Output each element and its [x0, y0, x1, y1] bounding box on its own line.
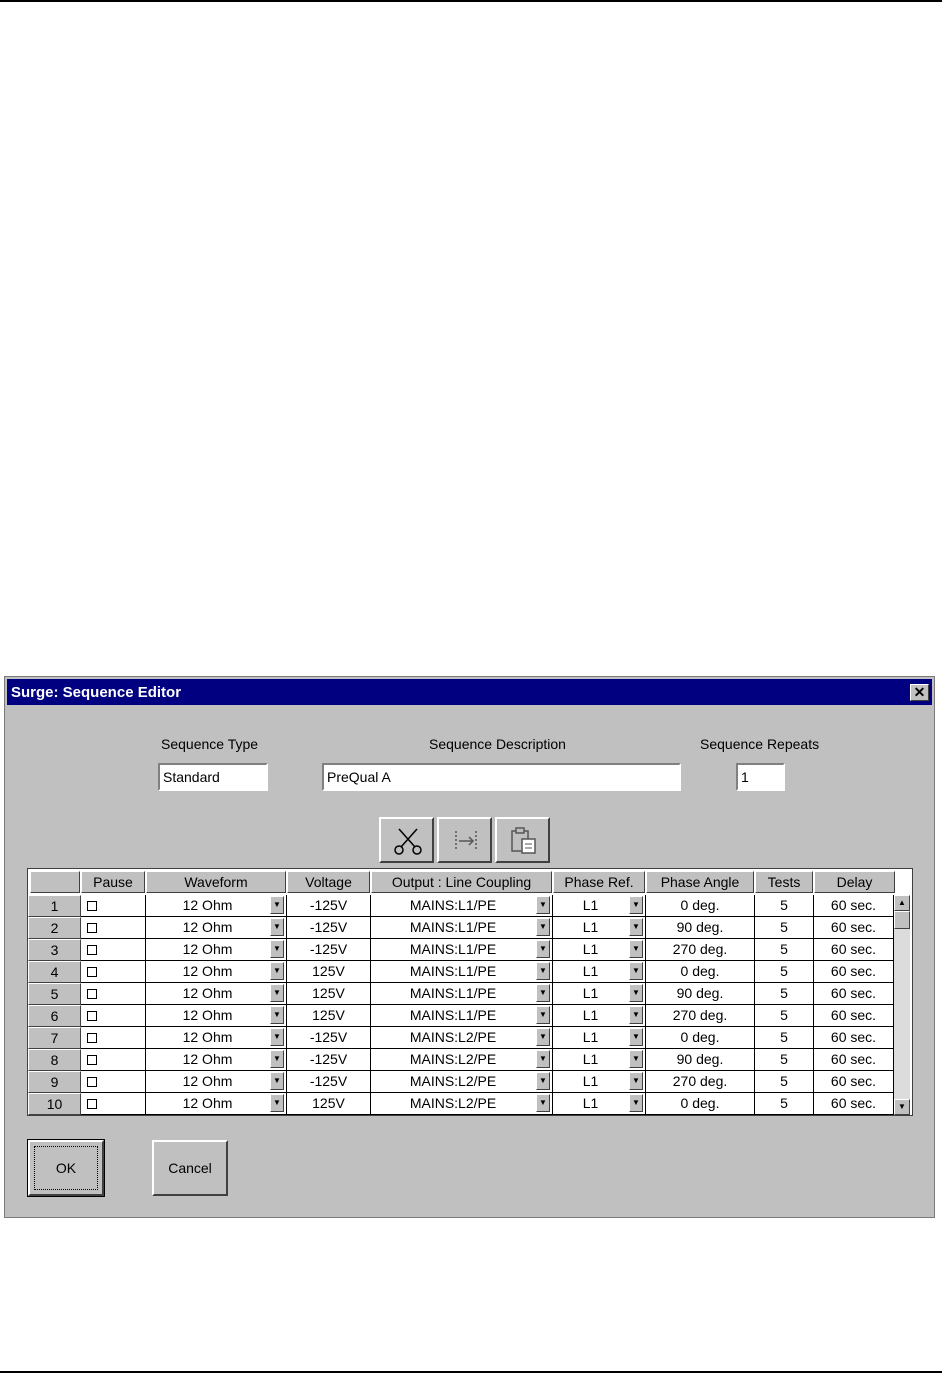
waveform-cell-value: 12 Ohm	[182, 1007, 233, 1023]
checkbox-box[interactable]	[87, 901, 97, 911]
checkbox-box[interactable]	[87, 967, 97, 977]
paste-row-button[interactable]	[495, 817, 550, 863]
bottom-page-rule	[0, 1371, 942, 1373]
checkbox-box[interactable]	[87, 923, 97, 933]
phase-ref-cell[interactable]	[553, 1071, 646, 1093]
waveform-cell[interactable]	[146, 1005, 287, 1027]
phase-ref-cell[interactable]	[553, 1049, 646, 1071]
table-row[interactable]	[28, 983, 894, 1005]
sequence-description-value: PreQual A	[327, 769, 391, 785]
voltage-cell[interactable]: 125V	[287, 1005, 371, 1027]
pause-checkbox[interactable]	[81, 1027, 146, 1049]
row-number[interactable]: 1	[28, 895, 81, 917]
dropdown-arrow-icon[interactable]: ▼	[629, 962, 643, 980]
phase-angle-cell[interactable]: 90 deg.	[646, 917, 755, 939]
phase-angle-cell[interactable]: 270 deg.	[646, 1005, 755, 1027]
scissors-icon	[393, 827, 423, 855]
tests-cell[interactable]: 5	[755, 983, 814, 1005]
voltage-cell[interactable]: -125V	[287, 939, 371, 961]
delay-cell[interactable]: 60 sec.	[814, 1049, 894, 1071]
dropdown-arrow-icon[interactable]: ▼	[270, 1072, 284, 1090]
voltage-cell[interactable]: 125V	[287, 1093, 371, 1115]
sequence-type-value: Standard	[163, 769, 220, 785]
output-cell-value: MAINS:L2/PE	[409, 1073, 497, 1089]
delay-cell[interactable]: 60 sec.	[814, 1071, 894, 1093]
waveform-cell-value: 12 Ohm	[182, 985, 233, 1001]
phase-angle-cell[interactable]: 90 deg.	[646, 1049, 755, 1071]
output-cell-value: MAINS:L1/PE	[409, 963, 497, 979]
pause-checkbox[interactable]	[81, 1071, 146, 1093]
table-row[interactable]	[28, 895, 894, 917]
phase-ref-cell-value: L1	[582, 963, 599, 979]
waveform-cell[interactable]	[146, 983, 287, 1005]
scroll-thumb[interactable]	[894, 911, 910, 929]
output-cell[interactable]	[371, 1027, 553, 1049]
dropdown-arrow-icon[interactable]: ▼	[536, 984, 550, 1002]
phase-ref-cell-value: L1	[582, 1073, 599, 1089]
phase-ref-cell-value: L1	[582, 919, 599, 935]
dropdown-arrow-icon[interactable]: ▼	[629, 1094, 643, 1112]
phase-angle-cell[interactable]: 0 deg.	[646, 1093, 755, 1115]
table-row[interactable]	[28, 1093, 894, 1115]
dropdown-arrow-icon[interactable]: ▼	[536, 896, 550, 914]
phase-angle-cell[interactable]: 270 deg.	[646, 939, 755, 961]
phase-ref-cell-value: L1	[582, 1007, 599, 1023]
table-row[interactable]	[28, 1049, 894, 1071]
phase-ref-cell-value: L1	[582, 1051, 599, 1067]
row-number[interactable]: 6	[28, 1005, 81, 1027]
pause-checkbox[interactable]	[81, 895, 146, 917]
phase-ref-cell[interactable]	[553, 961, 646, 983]
column-header-delay[interactable]: Delay	[814, 871, 895, 893]
table-row[interactable]	[28, 961, 894, 983]
sequence-description-field[interactable]	[322, 763, 681, 791]
tests-cell[interactable]: 5	[755, 939, 814, 961]
waveform-cell[interactable]	[146, 961, 287, 983]
waveform-cell-value: 12 Ohm	[182, 897, 233, 913]
output-cell-value: MAINS:L2/PE	[409, 1029, 497, 1045]
paste-icon	[509, 827, 539, 855]
delay-cell[interactable]: 60 sec.	[814, 983, 894, 1005]
column-header-output[interactable]: Output : Line Coupling	[371, 871, 552, 893]
table-row[interactable]	[28, 917, 894, 939]
waveform-cell-value: 12 Ohm	[182, 919, 233, 935]
delay-cell[interactable]: 60 sec.	[814, 939, 894, 961]
tests-cell[interactable]: 5	[755, 1049, 814, 1071]
focus-ring	[34, 1146, 98, 1190]
delay-cell[interactable]: 60 sec.	[814, 917, 894, 939]
ok-button-label: OK	[55, 1160, 77, 1176]
checkbox-box[interactable]	[87, 989, 97, 999]
dropdown-arrow-icon[interactable]: ▼	[270, 962, 284, 980]
tests-cell[interactable]: 5	[755, 1005, 814, 1027]
waveform-cell[interactable]	[146, 917, 287, 939]
row-number[interactable]: 8	[28, 1049, 81, 1071]
dropdown-arrow-icon[interactable]: ▼	[270, 1028, 284, 1046]
sequence-repeats-value: 1	[741, 769, 749, 785]
waveform-cell[interactable]	[146, 1027, 287, 1049]
waveform-cell[interactable]	[146, 1093, 287, 1115]
checkbox-box[interactable]	[87, 1099, 97, 1109]
dropdown-arrow-icon[interactable]: ▼	[536, 940, 550, 958]
pause-checkbox[interactable]	[81, 917, 146, 939]
table-row[interactable]	[28, 1005, 894, 1027]
tests-cell[interactable]: 5	[755, 895, 814, 917]
dropdown-arrow-icon[interactable]: ▼	[629, 896, 643, 914]
tests-cell[interactable]: 5	[755, 1093, 814, 1115]
sequence-repeats-field[interactable]	[736, 763, 785, 791]
checkbox-box[interactable]	[87, 1011, 97, 1021]
waveform-cell[interactable]	[146, 939, 287, 961]
phase-ref-cell[interactable]	[553, 1005, 646, 1027]
column-header-pause[interactable]: Pause	[81, 871, 145, 893]
voltage-cell[interactable]: 125V	[287, 961, 371, 983]
cut-row-button[interactable]	[379, 817, 434, 863]
output-cell-value: MAINS:L1/PE	[409, 1007, 497, 1023]
tests-cell[interactable]: 5	[755, 1071, 814, 1093]
waveform-cell-value: 12 Ohm	[182, 1095, 233, 1111]
phase-ref-cell-value: L1	[582, 985, 599, 1001]
sequence-repeats-label: Sequence Repeats	[700, 736, 820, 752]
dropdown-arrow-icon[interactable]: ▼	[270, 1094, 284, 1112]
output-cell-value: MAINS:L2/PE	[409, 1095, 497, 1111]
column-header-tests[interactable]: Tests	[755, 871, 813, 893]
table-row[interactable]	[28, 1071, 894, 1093]
phase-ref-cell[interactable]	[553, 939, 646, 961]
dropdown-arrow-icon[interactable]: ▼	[629, 1006, 643, 1024]
checkbox-box[interactable]	[87, 1077, 97, 1087]
scroll-down-button[interactable]: ▼	[894, 1099, 910, 1115]
dialog-title: Surge: Sequence Editor	[11, 684, 182, 701]
checkbox-box[interactable]	[87, 1033, 97, 1043]
phase-angle-cell[interactable]: 270 deg.	[646, 1071, 755, 1093]
row-number[interactable]: 5	[28, 983, 81, 1005]
waveform-cell-value: 12 Ohm	[182, 1029, 233, 1045]
phase-ref-cell[interactable]	[553, 895, 646, 917]
voltage-cell[interactable]: -125V	[287, 1049, 371, 1071]
table-row[interactable]	[28, 939, 894, 961]
waveform-cell-value: 12 Ohm	[182, 1051, 233, 1067]
top-page-rule	[0, 0, 942, 2]
delay-cell[interactable]: 60 sec.	[814, 895, 894, 917]
sequence-editor-dialog	[4, 676, 935, 1218]
phase-angle-cell[interactable]: 90 deg.	[646, 983, 755, 1005]
voltage-cell[interactable]: -125V	[287, 1027, 371, 1049]
phase-ref-cell[interactable]	[553, 1093, 646, 1115]
table-row[interactable]	[28, 1027, 894, 1049]
dropdown-arrow-icon[interactable]: ▼	[270, 1006, 284, 1024]
dropdown-arrow-icon[interactable]: ▼	[629, 1072, 643, 1090]
output-cell-value: MAINS:L1/PE	[409, 919, 497, 935]
output-cell-value: MAINS:L1/PE	[409, 897, 497, 913]
output-cell[interactable]	[371, 1005, 553, 1027]
delay-cell[interactable]: 60 sec.	[814, 1093, 894, 1115]
tests-cell[interactable]: 5	[755, 917, 814, 939]
checkbox-box[interactable]	[87, 945, 97, 955]
sequence-description-label: Sequence Description	[429, 736, 566, 752]
column-header-waveform[interactable]: Waveform	[146, 871, 286, 893]
tests-cell[interactable]: 5	[755, 1027, 814, 1049]
phase-ref-cell[interactable]	[553, 917, 646, 939]
tests-cell[interactable]: 5	[755, 961, 814, 983]
row-number[interactable]: 10	[28, 1093, 81, 1115]
phase-angle-cell[interactable]: 0 deg.	[646, 895, 755, 917]
close-icon: ✕	[913, 684, 926, 700]
dropdown-arrow-icon[interactable]: ▼	[629, 940, 643, 958]
pause-checkbox[interactable]	[81, 1005, 146, 1027]
sequence-type-field[interactable]	[158, 763, 268, 791]
dropdown-arrow-icon[interactable]: ▼	[536, 918, 550, 936]
row-number[interactable]: 2	[28, 917, 81, 939]
ok-button[interactable]	[28, 1140, 104, 1196]
column-header-phase-ref[interactable]: Phase Ref.	[553, 871, 645, 893]
voltage-cell[interactable]: -125V	[287, 1071, 371, 1093]
dropdown-arrow-icon[interactable]: ▼	[536, 1028, 550, 1046]
pause-checkbox[interactable]	[81, 1093, 146, 1115]
phase-ref-cell-value: L1	[582, 1029, 599, 1045]
title-bar	[7, 679, 932, 705]
output-cell-value: MAINS:L1/PE	[409, 941, 497, 957]
dropdown-arrow-icon[interactable]: ▼	[270, 1050, 284, 1068]
voltage-cell[interactable]: 125V	[287, 983, 371, 1005]
waveform-cell-value: 12 Ohm	[182, 941, 233, 957]
sequence-table	[27, 868, 913, 1116]
phase-ref-cell-value: L1	[582, 941, 599, 957]
pause-checkbox[interactable]	[81, 983, 146, 1005]
dropdown-arrow-icon[interactable]: ▼	[270, 984, 284, 1002]
row-number[interactable]: 4	[28, 961, 81, 983]
pause-checkbox[interactable]	[81, 961, 146, 983]
dropdown-arrow-icon[interactable]: ▼	[270, 918, 284, 936]
dropdown-arrow-icon[interactable]: ▼	[629, 984, 643, 1002]
phase-ref-cell-value: L1	[582, 897, 599, 913]
cancel-button-label: Cancel	[168, 1160, 212, 1176]
phase-ref-cell[interactable]	[553, 1027, 646, 1049]
row-number-header[interactable]	[30, 871, 80, 893]
phase-angle-cell[interactable]: 0 deg.	[646, 961, 755, 983]
close-button[interactable]	[910, 684, 929, 701]
output-cell-value: MAINS:L2/PE	[409, 1051, 497, 1067]
output-cell[interactable]	[371, 1071, 553, 1093]
output-cell[interactable]	[371, 961, 553, 983]
pause-checkbox[interactable]	[81, 1049, 146, 1071]
delay-cell[interactable]: 60 sec.	[814, 1027, 894, 1049]
output-cell[interactable]	[371, 1093, 553, 1115]
pause-checkbox[interactable]	[81, 939, 146, 961]
dropdown-arrow-icon[interactable]: ▼	[536, 1006, 550, 1024]
dropdown-arrow-icon[interactable]: ▼	[536, 1050, 550, 1068]
insert-icon	[451, 827, 481, 855]
phase-ref-cell-value: L1	[582, 1095, 599, 1111]
waveform-cell[interactable]	[146, 895, 287, 917]
output-cell[interactable]	[371, 939, 553, 961]
voltage-cell[interactable]: -125V	[287, 917, 371, 939]
column-header-phase-angle[interactable]: Phase Angle	[646, 871, 754, 893]
waveform-cell[interactable]	[146, 1049, 287, 1071]
dropdown-arrow-icon[interactable]: ▼	[536, 962, 550, 980]
output-cell-value: MAINS:L1/PE	[409, 985, 497, 1001]
dropdown-arrow-icon[interactable]: ▼	[270, 896, 284, 914]
dropdown-arrow-icon[interactable]: ▼	[629, 1028, 643, 1046]
row-number[interactable]: 3	[28, 939, 81, 961]
column-header-voltage[interactable]: Voltage	[287, 871, 370, 893]
waveform-cell-value: 12 Ohm	[182, 963, 233, 979]
output-cell[interactable]	[371, 917, 553, 939]
row-number[interactable]: 9	[28, 1071, 81, 1093]
dropdown-arrow-icon[interactable]: ▼	[536, 1072, 550, 1090]
scroll-up-button[interactable]: ▲	[894, 895, 910, 911]
waveform-cell-value: 12 Ohm	[182, 1073, 233, 1089]
phase-angle-cell[interactable]: 0 deg.	[646, 1027, 755, 1049]
output-cell[interactable]	[371, 895, 553, 917]
vertical-scrollbar[interactable]	[894, 895, 910, 1115]
dropdown-arrow-icon[interactable]: ▼	[629, 918, 643, 936]
delay-cell[interactable]: 60 sec.	[814, 961, 894, 983]
output-cell[interactable]	[371, 983, 553, 1005]
output-cell[interactable]	[371, 1049, 553, 1071]
dropdown-arrow-icon[interactable]: ▼	[270, 940, 284, 958]
phase-ref-cell[interactable]	[553, 983, 646, 1005]
sequence-type-label: Sequence Type	[161, 736, 259, 752]
cancel-button[interactable]	[152, 1140, 228, 1196]
voltage-cell[interactable]: -125V	[287, 895, 371, 917]
delay-cell[interactable]: 60 sec.	[814, 1005, 894, 1027]
checkbox-box[interactable]	[87, 1055, 97, 1065]
dropdown-arrow-icon[interactable]: ▼	[536, 1094, 550, 1112]
insert-row-button[interactable]	[437, 817, 492, 863]
dropdown-arrow-icon[interactable]: ▼	[629, 1050, 643, 1068]
row-number[interactable]: 7	[28, 1027, 81, 1049]
waveform-cell[interactable]	[146, 1071, 287, 1093]
